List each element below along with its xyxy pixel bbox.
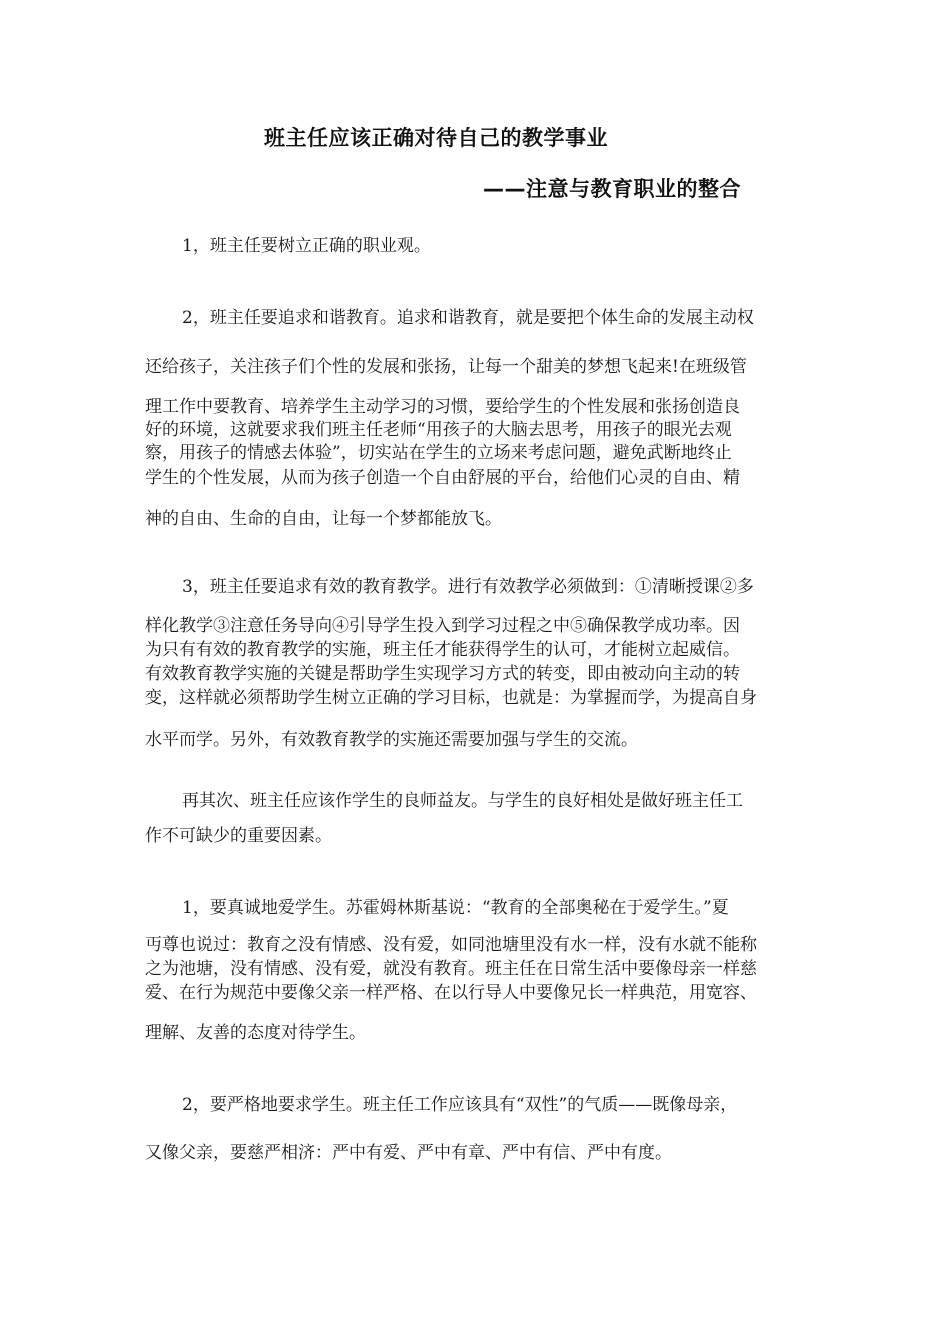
paragraph-line: 1，班主任要树立正确的职业观。 xyxy=(182,236,431,256)
paragraph-line: 再其次、班主任应该作学生的良师益友。与学生的良好相处是做好班主任工 xyxy=(182,791,743,811)
paragraph-line: 又像父亲，要慈严相济：严中有爱、严中有章、严中有信、严中有度。 xyxy=(145,1143,672,1163)
document-title: 班主任应该正确对待自己的教学事业 xyxy=(264,126,608,150)
paragraph-line: 理解、友善的态度对待学生。 xyxy=(145,1023,366,1043)
paragraph-line: 爱、在行为规范中要像父亲一样严格、在以行导人中要像兄长一样典范，用宽容、 xyxy=(145,983,757,1003)
paragraph-line: 2，班主任要追求和谐教育。追求和谐教育，就是要把个体生命的发展主动权 xyxy=(182,308,754,328)
paragraph-line: 丏尊也说过：教育之没有情感、没有爱，如同池塘里没有水一样，没有水就不能称 xyxy=(145,935,757,955)
paragraph-line: 学生的个性发展，从而为孩子创造一个自由舒展的平台，给他们心灵的自由、精 xyxy=(145,468,740,488)
paragraph-line: 察，用孩子的情感去体验”，切实站在学生的立场来考虑问题，避免武断地终止 xyxy=(145,443,732,463)
paragraph-line: 1，要真诚地爱学生。苏霍姆林斯基说：“教育的全部奥秘在于爱学生。”夏 xyxy=(182,898,729,918)
paragraph-line: 水平而学。另外，有效教育教学的实施还需要加强与学生的交流。 xyxy=(145,730,638,750)
paragraph-line: 还给孩子，关注孩子们个性的发展和张扬，让每一个甜美的梦想飞起来!在班级管 xyxy=(145,357,747,377)
paragraph-line: 好的环境，这就要求我们班主任老师“用孩子的大脑去思考，用孩子的眼光去观 xyxy=(145,420,732,440)
paragraph-line: 有效教育教学实施的关键是帮助学生实现学习方式的转变，即由被动向主动的转 xyxy=(145,664,740,684)
paragraph-line: 3，班主任要追求有效的教育教学。进行有效教学必须做到：①清晰授课②多 xyxy=(182,577,754,597)
paragraph-line: 2，要严格地要求学生。班主任工作应该具有“双性”的气质——既像母亲， xyxy=(182,1095,738,1115)
paragraph-line: 之为池塘，没有情感、没有爱，就没有教育。班主任在日常生活中要像母亲一样慈 xyxy=(145,959,757,979)
paragraph-line: 样化教学③注意任务导向④引导学生投入到学习过程之中⑤确保教学成功率。因 xyxy=(145,616,740,636)
paragraph-line: 变，这样就必须帮助学生树立正确的学习目标，也就是：为掌握而学，为提高自身 xyxy=(145,688,757,708)
document-subtitle: ——注意与教育职业的整合 xyxy=(483,177,741,201)
paragraph-line: 为只有有效的教育教学的实施，班主任才能获得学生的认可，才能树立起威信。 xyxy=(145,640,740,660)
paragraph-line: 作不可缺少的重要因素。 xyxy=(145,826,332,846)
paragraph-line: 理工作中要教育、培养学生主动学习的习惯，要给学生的个性发展和张扬创造良 xyxy=(145,397,740,417)
paragraph-line: 神的自由、生命的自由，让每一个梦都能放飞。 xyxy=(145,509,502,529)
